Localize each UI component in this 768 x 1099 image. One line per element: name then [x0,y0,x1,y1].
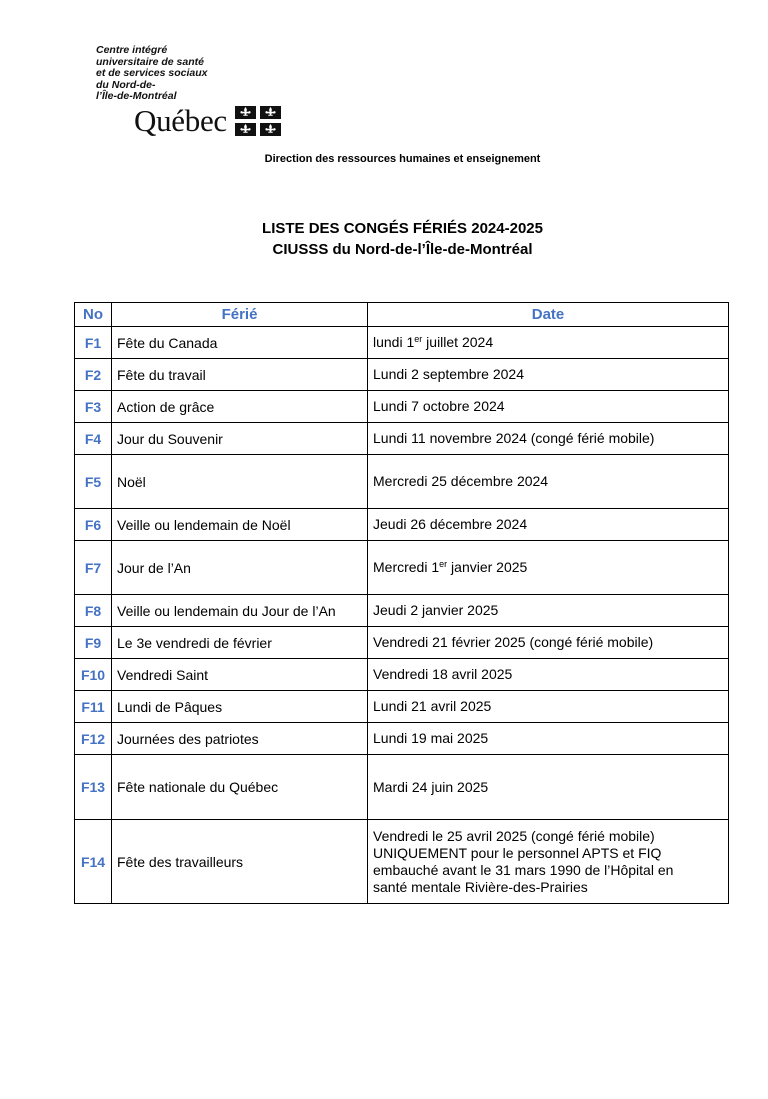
holiday-name: Fête du travail [112,359,368,391]
holiday-date: Mardi 24 juin 2025 [368,755,729,820]
direction-label: Direction des ressources humaines et enseignement [264,153,541,165]
date-text: Mercredi 1 [373,559,440,575]
holiday-date: Jeudi 2 janvier 2025 [368,595,729,627]
holiday-code: F12 [75,723,112,755]
date-text: juillet 2024 [422,334,494,350]
holiday-date: Lundi 19 mai 2025 [368,723,729,755]
date-text: lundi 1 [373,334,415,350]
holiday-date: Mercredi 25 décembre 2024 [368,455,729,509]
quebec-flag-icon [235,106,281,136]
holiday-date: Vendredi 18 avril 2025 [368,659,729,691]
holiday-name: Fête du Canada [112,327,368,359]
holiday-name: Lundi de Pâques [112,691,368,723]
header-ferie: Férié [112,303,368,327]
table-row [75,391,729,423]
holiday-date [368,327,729,359]
date-text: janvier 2025 [447,559,528,575]
holiday-name: Veille ou lendemain du Jour de l’An [112,595,368,627]
holiday-name: Fête nationale du Québec [112,755,368,820]
date-line: santé mentale Rivière-des-Prairies [373,878,588,895]
holiday-code: F9 [75,627,112,659]
holiday-code: F3 [75,391,112,423]
holiday-code: F4 [75,423,112,455]
quebec-word: Québec [134,103,227,138]
page-title: LISTE DES CONGÉS FÉRIÉS 2024-2025 [262,220,543,237]
table-row [75,755,729,820]
holiday-date [368,541,729,595]
org-line: et de services sociaux [96,67,208,79]
holiday-code: F10 [75,659,112,691]
table-row [75,627,729,659]
holiday-name: Journées des patriotes [112,723,368,755]
header-no: No [75,303,112,327]
holiday-code: F8 [75,595,112,627]
header-date: Date [368,303,729,327]
table-row [75,691,729,723]
holiday-date: Lundi 7 octobre 2024 [368,391,729,423]
holiday-name: Le 3e vendredi de février [112,627,368,659]
holiday-code: F1 [75,327,112,359]
table-row [75,820,729,904]
holiday-name: Noël [112,455,368,509]
holiday-code: F11 [75,691,112,723]
holiday-name: Vendredi Saint [112,659,368,691]
table-header-row [75,303,729,327]
table-row [75,595,729,627]
date-line: embauché avant le 31 mars 1990 de l’Hôpital en [373,861,674,878]
page-subtitle: CIUSSS du Nord-de-l’Île-de-Montréal [272,241,533,258]
table-row [75,723,729,755]
org-line: l’Île-de-Montréal [96,90,177,102]
table-row [75,327,729,359]
table-row [75,541,729,595]
holiday-code: F6 [75,509,112,541]
holiday-name: Fête des travailleurs [112,820,368,904]
holiday-date: Jeudi 26 décembre 2024 [368,509,729,541]
holiday-name: Jour du Souvenir [112,423,368,455]
table-row [75,423,729,455]
org-line: Centre intégré [96,44,168,56]
holiday-date: Lundi 21 avril 2025 [368,691,729,723]
holiday-name: Jour de l’An [112,541,368,595]
date-ordinal: er [439,559,448,569]
holiday-code: F7 [75,541,112,595]
holiday-code: F13 [75,755,112,820]
holiday-date: Vendredi 21 février 2025 (congé férié mobile) [368,627,729,659]
org-line: universitaire de santé [96,55,204,68]
logo [96,45,316,145]
quebec-wordmark [134,103,281,139]
org-line: du Nord-de- [96,78,156,91]
org-name [96,45,316,103]
table-row [75,455,729,509]
date-ordinal: er [414,334,423,344]
table-row [75,659,729,691]
date-line: Vendredi le 25 avril 2025 (congé férié mobile) [373,827,655,844]
holiday-code: F14 [75,820,112,904]
holiday-date [368,820,729,904]
holiday-name: Action de grâce [112,391,368,423]
holiday-date: Lundi 11 novembre 2024 (congé férié mobile) [368,423,729,455]
table-row [75,359,729,391]
table-row [75,509,729,541]
holiday-code: F2 [75,359,112,391]
holiday-date: Lundi 2 septembre 2024 [368,359,729,391]
holidays-table [74,302,729,904]
holiday-code: F5 [75,455,112,509]
holiday-name: Veille ou lendemain de Noël [112,509,368,541]
date-line: UNIQUEMENT pour le personnel APTS et FIQ [373,844,662,861]
